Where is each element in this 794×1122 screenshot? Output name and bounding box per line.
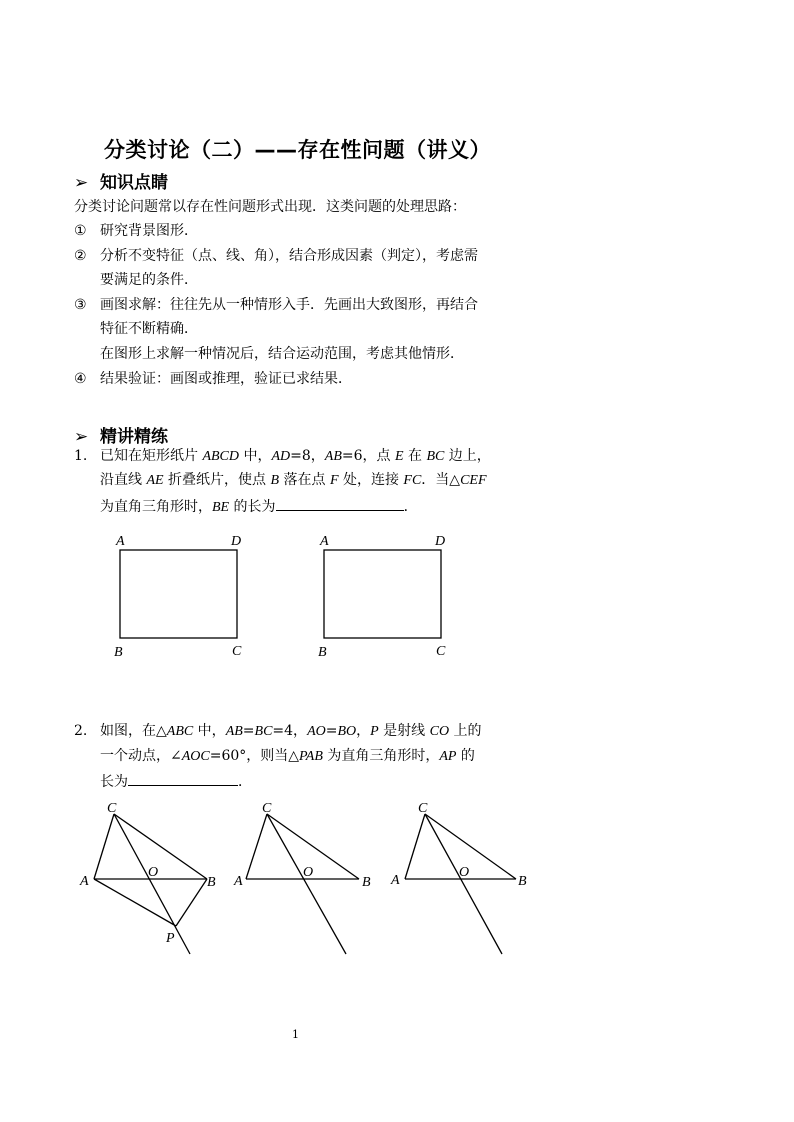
math-var: CEF xyxy=(460,473,487,488)
text-run: = xyxy=(325,723,338,739)
problem-1-line-3 xyxy=(100,496,418,517)
step-3 xyxy=(74,296,478,314)
text-run: =4， xyxy=(272,723,308,739)
triangle-figures xyxy=(70,798,540,963)
math-var: BC xyxy=(254,724,273,739)
text-run: ． xyxy=(403,499,418,515)
label-d: D xyxy=(435,534,446,549)
text-run: 是射线 xyxy=(378,723,430,739)
math-var: ABCD xyxy=(202,449,240,464)
answer-blank[interactable] xyxy=(276,496,404,511)
text-run: =60°，则当△ xyxy=(209,748,300,764)
math-var: E xyxy=(394,449,404,464)
text-run: 落在点 xyxy=(279,472,330,488)
problem-2-line-3 xyxy=(100,771,252,791)
math-var: PAB xyxy=(299,749,323,764)
step-1 xyxy=(74,222,198,240)
text-run: 一个动点，∠ xyxy=(100,748,182,764)
problem-number: 2. xyxy=(74,723,88,739)
math-var: B xyxy=(270,473,280,488)
text-run: =6，点 xyxy=(341,448,395,464)
math-var: AB xyxy=(324,449,342,464)
math-var: BE xyxy=(212,500,230,515)
text-run: 的长为 xyxy=(229,499,276,515)
text-run: 为直角三角形时， xyxy=(100,499,212,515)
step-marker: ④ xyxy=(74,371,87,387)
text-run: 如图，在△ xyxy=(100,723,167,739)
label-o: O xyxy=(303,865,314,880)
label-b: B xyxy=(362,875,371,890)
text-run: ． xyxy=(238,774,252,790)
step-marker: ② xyxy=(74,248,87,264)
triangle-figure-3 xyxy=(390,801,527,954)
page-title: 分类讨论（二）——存在性问题（讲义） xyxy=(104,138,491,162)
step-text: 要满足的条件． xyxy=(100,272,198,288)
step-marker: ① xyxy=(74,223,87,239)
text-run: 的 xyxy=(456,748,475,764)
math-var: AB xyxy=(225,724,243,739)
step-text: 研究背景图形． xyxy=(100,223,198,239)
step-text: 特征不断精确． xyxy=(100,321,198,337)
problem-number: 1. xyxy=(74,448,88,464)
math-var: AD xyxy=(271,449,291,464)
math-var: BC xyxy=(426,449,445,464)
section-heading-practice xyxy=(74,422,168,447)
arrow-bullet-icon: ➢ xyxy=(74,427,89,447)
section-heading-knowledge xyxy=(74,168,168,193)
text-run: ．当△ xyxy=(421,472,461,488)
text-run: 中， xyxy=(239,448,272,464)
text-run: 为直角三角形时， xyxy=(322,748,440,764)
step-marker: ③ xyxy=(74,297,87,313)
text-run: 在 xyxy=(403,448,427,464)
math-var: AO xyxy=(307,724,326,739)
text-run: 边上， xyxy=(444,448,491,464)
text-run: 已知在矩形纸片 xyxy=(100,448,203,464)
answer-blank[interactable] xyxy=(128,771,238,786)
label-b: B xyxy=(318,645,327,660)
label-a: A xyxy=(391,873,400,888)
text-run: ， xyxy=(356,723,371,739)
math-var: AE xyxy=(146,473,164,488)
label-c: C xyxy=(436,644,446,659)
label-b: B xyxy=(114,645,123,660)
triangle-figure-1 xyxy=(79,801,216,954)
text-run: 上的 xyxy=(449,723,482,739)
label-o: O xyxy=(148,865,159,880)
label-c: C xyxy=(418,801,428,816)
step-text: 画图求解：往往先从一种情形入手．先画出大致图形，再结合 xyxy=(100,297,478,313)
step-text: 分析不变特征（点、线、角），结合形成因素（判定），考虑需 xyxy=(100,248,478,264)
section-heading-label: 知识点睛 xyxy=(100,173,168,193)
page-number: 1 xyxy=(292,1028,299,1041)
text-run: 折叠纸片，使点 xyxy=(163,472,271,488)
label-a: A xyxy=(320,534,329,549)
step-2 xyxy=(74,247,478,265)
problem-2-line-1 xyxy=(74,722,482,741)
label-b: B xyxy=(207,875,216,890)
problem-1-line-2 xyxy=(100,471,487,490)
math-var: F xyxy=(329,473,339,488)
step-text: 结果验证：画图或推理，验证已求结果． xyxy=(100,371,352,387)
label-a: A xyxy=(116,534,125,549)
label-c: C xyxy=(232,644,242,659)
math-var: ABC xyxy=(166,724,194,739)
label-c: C xyxy=(262,801,272,816)
label-a: A xyxy=(80,874,89,889)
text-run: = xyxy=(242,723,255,739)
text-run: 处，连接 xyxy=(338,472,404,488)
label-p: P xyxy=(166,931,175,946)
math-var: FC xyxy=(403,473,422,488)
arrow-bullet-icon: ➢ xyxy=(74,173,89,193)
math-var: AOC xyxy=(181,749,210,764)
label-o: O xyxy=(459,865,470,880)
problem-2-line-2 xyxy=(100,747,475,766)
text-run: =8， xyxy=(290,448,325,464)
step-4 xyxy=(74,370,352,388)
label-d: D xyxy=(231,534,242,549)
triangle-figure-2 xyxy=(233,801,371,954)
intro-text: 分类讨论问题常以存在性问题形式出现．这类问题的处理思路： xyxy=(74,199,466,215)
rectangle-figures xyxy=(100,528,460,663)
rectangle-abcd-1 xyxy=(120,550,237,638)
math-var: P xyxy=(370,724,379,739)
math-var: BO xyxy=(337,724,357,739)
label-b: B xyxy=(518,874,527,889)
problem-1-line-1 xyxy=(74,447,491,466)
math-var: CO xyxy=(429,724,450,739)
text-run: 长为 xyxy=(100,774,128,790)
label-a: A xyxy=(234,874,243,889)
section-heading-label: 精讲精练 xyxy=(100,427,168,447)
text-run: 沿直线 xyxy=(100,472,147,488)
label-c: C xyxy=(107,801,117,816)
step-text: 在图形上求解一种情况后，结合运动范围，考虑其他情形． xyxy=(100,346,464,362)
math-var: AP xyxy=(439,749,457,764)
rectangle-abcd-2 xyxy=(324,550,441,638)
text-run: 中， xyxy=(193,723,226,739)
